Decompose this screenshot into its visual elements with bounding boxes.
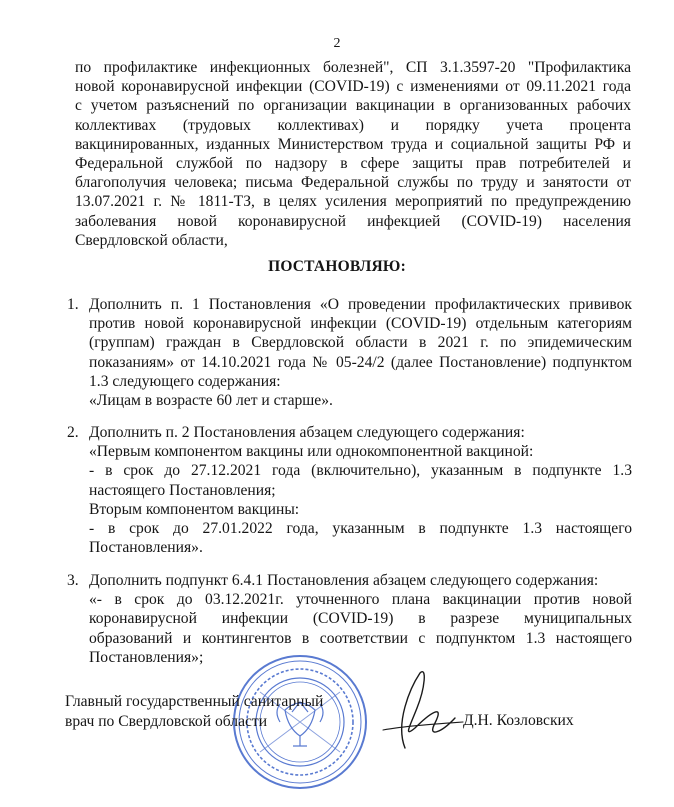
intro-line: Свердловской области, [75,231,228,249]
intro-line: коллективах (трудовых коллективах) и порядку учета процента [75,116,631,134]
item-line: Постановления»; [89,648,204,666]
item-line: показаниям» от 14.10.2021 года № 05-24/2 (далее Постановление) подпунктом [89,353,632,371]
intro-line: 13.07.2021 г. № 1811-ТЗ, в целях усиления мероприятий по предупреждению [75,193,631,211]
intro-line: заболевания новой коронавирусной инфекцией (COVID-19) населения [75,212,631,230]
item-line: против новой коронавирусной инфекции (COVID-19) отдельным категориям [89,315,632,333]
page-number: 2 [333,36,341,51]
intro-line: вакцинированных, изданных Министерством труда и социальной защиты РФ и [75,135,631,153]
item-line: коронавирусной инфекции (COVID-19) в разрезе муниципальных [89,610,632,628]
signatory-name: Д.Н. Козловских [463,712,574,729]
decree-item-2 [67,423,632,557]
item-line: Постановления». [89,539,203,557]
item-line: (группам) граждан в Свердловской области в 2021 г. по эпидемическим [89,334,632,352]
intro-line: благополучия человека; письма Федеральной службы по труду и занятости от [75,174,631,192]
item-number: 3. [67,572,79,589]
item-line: Вторым компонентом вакцины: [89,500,300,518]
item-number: 1. [67,296,79,313]
decree-heading: ПОСТАНОВЛЯЮ: [268,258,406,275]
intro-line: по профилактике инфекционных болезней", СП 3.1.3597-20 "Профилактика [75,59,631,76]
item-line: - в срок до 27.12.2021 года (включительно), указанным в подпункте 1.3 [89,462,632,480]
item-line: «Первым компонентом вакцины или однокомпонентной вакциной: [89,443,534,461]
intro-line: с учетом разъяснений по организации вакцинации в организованных рабочих [75,97,631,115]
signatory-title-line: врач по Свердловской области [65,713,268,730]
intro-paragraph [75,58,631,250]
item-line: - в срок до 27.01.2022 года, указанным в подпункте 1.3 настоящего [89,520,632,538]
intro-line: новой коронавирусной инфекции (COVID-19) с изменениями от 09.11.2021 года [75,78,631,96]
item-line: 1.3 следующего содержания: [89,372,281,390]
decree-item-1 [67,295,632,410]
item-line: Дополнить п. 1 Постановления «О проведении профилактических прививок [89,296,632,313]
item-line: «- в срок до 03.12.2021г. уточненного плана вакцинации против новой [89,591,632,609]
item-line: образований и контингентов в соответствии с подпунктом 1.3 настоящего [89,629,632,647]
signatory-title-line: Главный государственный санитарный [65,693,324,710]
item-line: настоящего Постановления; [89,481,276,499]
item-line: Дополнить п. 2 Постановления абзацем следующего содержания: [89,424,525,441]
signatory-title [65,692,323,732]
item-line: Дополнить подпункт 6.4.1 Постановления абзацем следующего содержания: [89,572,599,589]
item-number: 2. [67,424,79,441]
item-line: «Лицам в возрасте 60 лет и старше». [89,392,333,410]
handwritten-signature [375,668,465,753]
intro-line: Федеральной службой по надзору в сфере защиты прав потребителей и [75,155,631,173]
